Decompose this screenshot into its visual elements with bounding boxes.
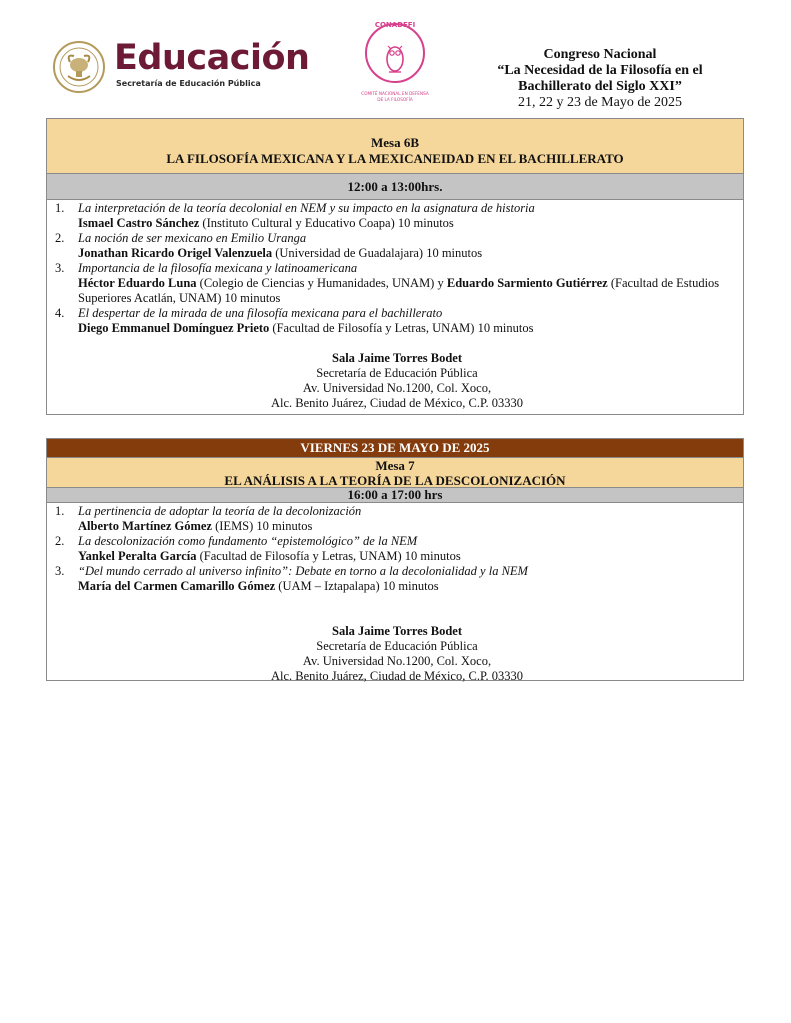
list-item — [55, 564, 739, 594]
speaker-name: María del Carmen Camarillo Gómez — [78, 579, 276, 593]
speaker-name: Jonathan Ricardo Origel Valenzuela — [78, 246, 273, 260]
mexico-seal-icon — [52, 40, 106, 94]
list-item — [55, 504, 739, 534]
session-time: 12:00 a 13:00hrs. — [47, 174, 743, 200]
congress-subtitle-2: Bachillerato del Siglo XXI” — [518, 79, 682, 94]
venue-line: Alc. Benito Juárez, Ciudad de México, C.P. 03330 — [270, 669, 524, 683]
speaker-name: Alberto Martínez Gómez — [78, 519, 212, 533]
speaker-name: Diego Emmanuel Domínguez Prieto — [78, 321, 270, 335]
item-number: 1. — [55, 201, 65, 215]
talk-title: “Del mundo cerrado al universo infinito”: Debate en torno a la decolonialidad y la NEM — [78, 564, 528, 578]
talk-title: Importancia de la filosofía mexicana y latinoamericana — [78, 261, 358, 275]
list-item — [55, 231, 739, 261]
speaker-name: Yankel Peralta García — [78, 549, 197, 563]
congress-title: Congreso Nacional — [543, 47, 657, 62]
venue-line: Alc. Benito Juárez, Ciudad de México, C.P. 03330 — [270, 396, 524, 410]
speaker-affiliation: (Universidad de Guadalajara) 10 minutos — [272, 246, 483, 260]
education-logo-subtitle: Secretaría de Educación Pública — [116, 79, 261, 88]
mesa-label: Mesa 7 — [375, 458, 415, 473]
item-number: 1. — [55, 504, 65, 518]
conadefi-caption-2: DE LA FILOSOFÍA — [377, 97, 413, 102]
venue-line: Av. Universidad No.1200, Col. Xoco, — [302, 381, 492, 395]
venue-name: Sala Jaime Torres Bodet — [332, 624, 462, 638]
venue-block — [55, 624, 739, 684]
talk-title: La pertinencia de adoptar la teoría de la decolonización — [78, 504, 362, 518]
speaker-name: Héctor Eduardo Luna — [78, 276, 197, 290]
speaker-name: Ismael Castro Sánchez — [78, 216, 200, 230]
item-number: 2. — [55, 231, 65, 245]
item-number: 4. — [55, 306, 65, 320]
talk-title: La descolonización como fundamento “epistemológico” de la NEM — [78, 534, 418, 548]
list-item — [55, 306, 739, 336]
speaker-affiliation: (Facultad de Filosofía y Letras, UNAM) 10 minutos — [196, 549, 461, 563]
talk-list — [47, 200, 743, 414]
conadefi-logo-icon — [355, 15, 435, 107]
education-logo-title: Educación — [114, 38, 310, 78]
conadefi-caption-1: COMITÉ NACIONAL EN DEFENSA — [361, 91, 429, 96]
speaker-name-2: Eduardo Sarmiento Gutiérrez — [446, 276, 608, 290]
list-item — [55, 534, 739, 564]
session-mesa-7 — [46, 438, 744, 681]
venue-line: Av. Universidad No.1200, Col. Xoco, — [302, 654, 492, 668]
item-number: 2. — [55, 534, 65, 548]
talk-title: La noción de ser mexicano en Emilio Uranga — [78, 231, 307, 245]
session-header — [47, 458, 743, 488]
talk-title: La interpretación de la teoría decolonial en NEM y su impacto en la asignatura de historia — [78, 201, 535, 215]
item-number: 3. — [55, 564, 65, 578]
session-header — [47, 119, 743, 174]
speaker-affiliation-2: (Facultad de Estudios Superiores Acatlán, UNAM) 10 minutos — [78, 276, 720, 305]
mesa-title: EL ANÁLISIS A LA TEORÍA DE LA DESCOLONIZACIÓN — [224, 473, 566, 488]
talk-title: El despertar de la mirada de una filosofía mexicana para el bachillerato — [78, 306, 443, 320]
speaker-affiliation: (IEMS) 10 minutos — [211, 519, 313, 533]
venue-name: Sala Jaime Torres Bodet — [332, 351, 462, 365]
speaker-affiliation: (Facultad de Filosofía y Letras, UNAM) 10 minutos — [269, 321, 534, 335]
speaker-affiliation: (Colegio de Ciencias y Humanidades, UNAM) y — [196, 276, 447, 290]
item-number: 3. — [55, 261, 65, 275]
conadefi-name: CONADEFI — [374, 21, 416, 29]
day-banner: VIERNES 23 DE MAYO DE 2025 — [47, 439, 743, 458]
venue-block — [55, 351, 739, 411]
congress-dates: 21, 22 y 23 de Mayo de 2025 — [517, 95, 683, 110]
page-header — [0, 0, 791, 118]
venue-line: Secretaría de Educación Pública — [316, 366, 478, 380]
congress-subtitle-1: “La Necesidad de la Filosofía en el — [497, 63, 703, 78]
mesa-title: LA FILOSOFÍA MEXICANA Y LA MEXICANEIDAD EN EL BACHILLERATO — [166, 151, 624, 166]
venue-line: Secretaría de Educación Pública — [316, 639, 478, 653]
talk-list — [47, 503, 743, 683]
speaker-affiliation: (Instituto Cultural y Educativo Coapa) 10 minutos — [199, 216, 454, 230]
mesa-label: Mesa 6B — [370, 135, 420, 150]
congress-heading — [480, 47, 720, 111]
speaker-affiliation: (UAM – Iztapalapa) 10 minutos — [275, 579, 439, 593]
list-item — [55, 261, 739, 306]
session-mesa-6b — [46, 118, 744, 415]
list-item — [55, 201, 739, 231]
session-time: 16:00 a 17:00 hrs — [47, 488, 743, 503]
